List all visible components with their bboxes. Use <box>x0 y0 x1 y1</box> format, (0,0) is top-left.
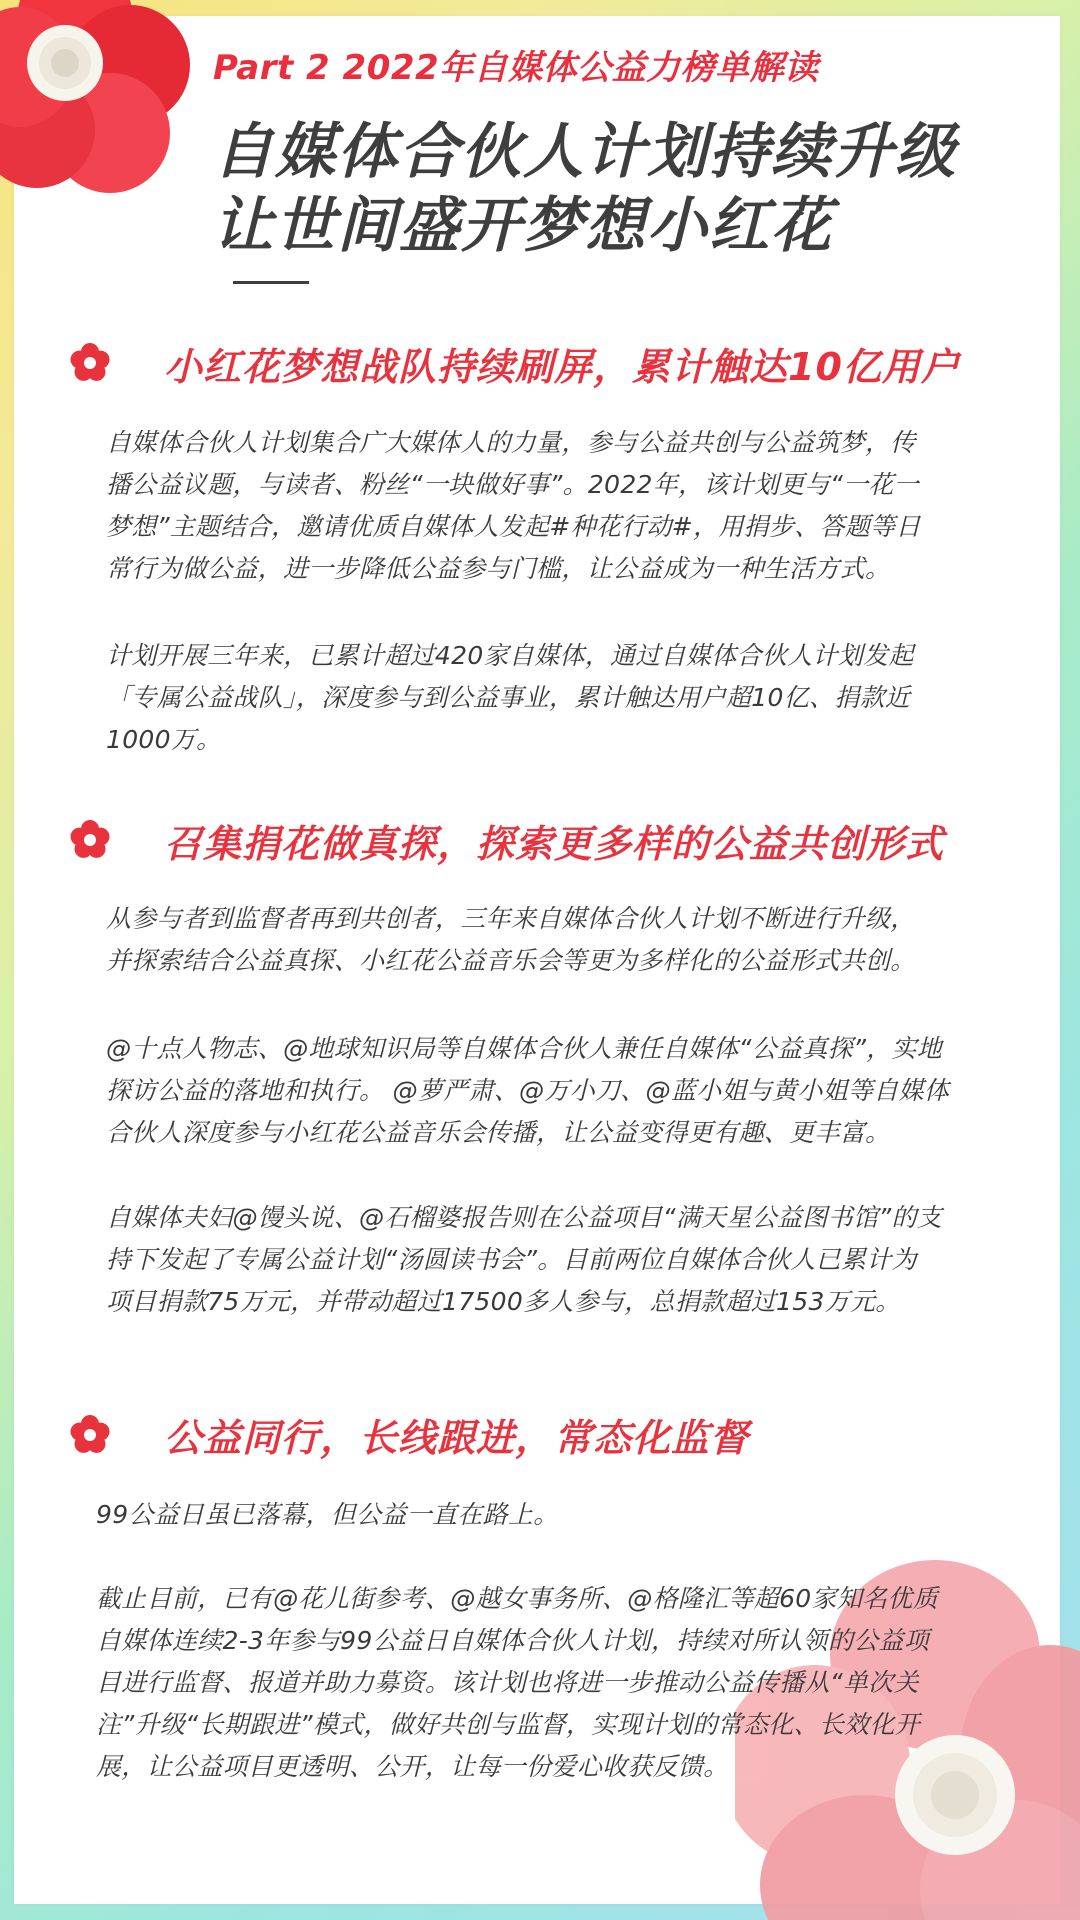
text-line: @十点人物志、@地球知识局等自媒体合伙人兼任自媒体“公益真探”，实地 <box>106 1034 943 1063</box>
section-2-paragraph-3 <box>106 1197 942 1323</box>
text-line: 梦想”主题结合，邀请优质自媒体人发起#种花行动#，用捐步、答题等日 <box>106 512 921 541</box>
part-label: Part 2 2022年自媒体公益力榜单解读 <box>213 48 819 88</box>
paper-flower-decoration <box>0 0 210 230</box>
title-divider <box>233 281 309 284</box>
text-line: 自媒体连续2-3年参与99公益日自媒体合伙人计划，持续对所认领的公益项 <box>96 1626 930 1655</box>
text-line: 播公益议题，与读者、粉丝“一块做好事”。2022年，该计划更与“一花一 <box>106 470 919 499</box>
text-line: 项目捐款75万元，并带动超过17500多人参与，总捐款超过153万元。 <box>106 1287 901 1316</box>
text-line: 目进行监督、报道并助力募资。该计划也将进一步推动公益传播从“单次关 <box>96 1668 919 1697</box>
text-line: 自媒体夫妇@馒头说、@石榴婆报告则在公益项目“满天星公益图书馆”的支 <box>106 1203 943 1232</box>
section-2-paragraph-2 <box>106 1028 949 1154</box>
section-title-2: 召集捐花做真探，探索更多样的公益共创形式 <box>164 822 945 866</box>
text-line: 计划开展三年来，已累计超过420家自媒体，通过自媒体合伙人计划发起 <box>106 641 914 670</box>
text-line: 「专属公益战队」，深度参与到公益事业，累计触达用户超10亿、捐款近 <box>106 683 911 712</box>
text-line: 99公益日虽已落幕，但公益一直在路上。 <box>96 1500 559 1529</box>
text-line: 截止目前，已有@花儿街参考、@越女事务所、@格隆汇等超60家知名优质 <box>96 1584 939 1613</box>
text-line: 合伙人深度参与小红花公益音乐会传播，让公益变得更有趣、更丰富。 <box>106 1118 891 1147</box>
section-title-1: 小红花梦想战队持续刷屏，累计触达10亿用户 <box>164 345 960 389</box>
headline-line-1: 自媒体合伙人计划持续升级 <box>213 117 957 187</box>
text-line: 展，让公益项目更透明、公开，让每一份爱心收获反馈。 <box>96 1752 729 1781</box>
text-line: 注”升级“长期跟进”模式，做好共创与监督，实现计划的常态化、长效化开 <box>96 1710 921 1739</box>
red-flower-icon <box>68 341 112 385</box>
text-line: 从参与者到监督者再到共创者，三年来自媒体合伙人计划不断进行升级， <box>106 904 916 933</box>
headline-line-2: 让世间盛开梦想小红花 <box>213 191 833 261</box>
section-1-paragraph-1 <box>106 422 921 590</box>
red-flower-icon <box>68 1413 112 1457</box>
text-line: 1000万。 <box>106 725 222 754</box>
section-title-3: 公益同行，长线跟进，常态化监督 <box>164 1416 750 1460</box>
text-line: 常行为做公益，进一步降低公益参与门槛，让公益成为一种生活方式。 <box>106 554 891 583</box>
red-flower-icon <box>68 818 112 862</box>
text-line: 并探索结合公益真探、小红花公益音乐会等更为多样化的公益形式共创。 <box>106 946 916 975</box>
text-line: 持下发起了专属公益计划“汤圆读书会”。目前两位自媒体合伙人已累计为 <box>106 1245 917 1274</box>
text-line: 自媒体合伙人计划集合广大媒体人的力量，参与公益共创与公益筑梦，传 <box>106 428 916 457</box>
section-2-paragraph-1 <box>106 898 916 982</box>
section-3-paragraph-2 <box>96 1578 938 1788</box>
section-3-paragraph-1 <box>96 1494 559 1536</box>
text-line: 探访公益的落地和执行。 @萝严肃、@万小刀、@蓝小姐与黄小姐等自媒体 <box>106 1076 950 1105</box>
section-1-paragraph-2 <box>106 635 914 761</box>
